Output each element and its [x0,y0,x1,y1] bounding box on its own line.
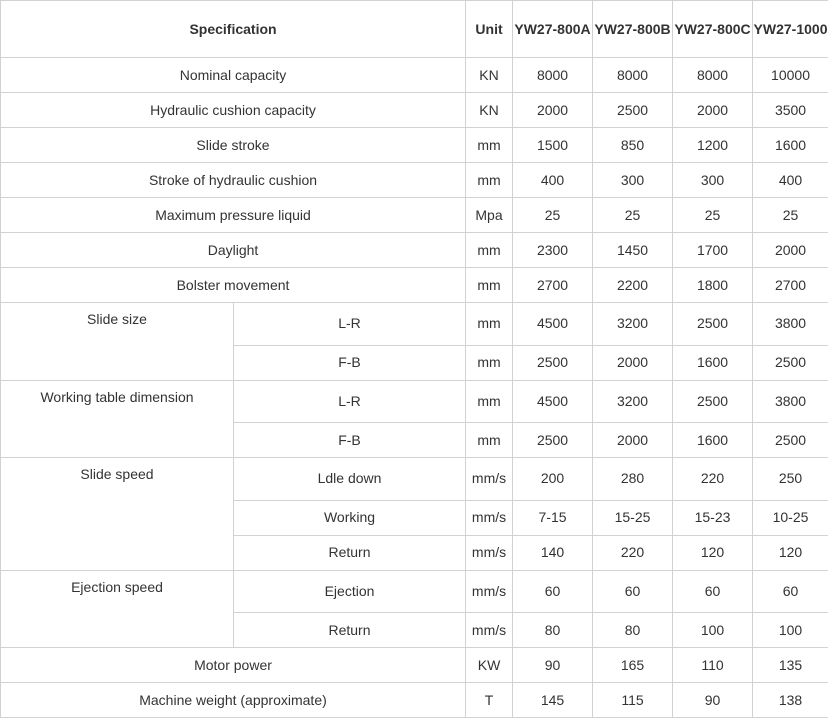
cell-value: 80 [513,613,593,648]
row-unit: T [466,683,513,718]
cell-value: 300 [673,163,753,198]
row-unit: mm [466,163,513,198]
group-label-slide-speed: Slide speed [1,458,234,501]
cell-value: 1500 [513,128,593,163]
table-row [1,535,828,570]
cell-value: 140 [513,535,593,570]
cell-value: 2000 [513,93,593,128]
row-label: Nominal capacity [1,58,466,93]
row-label: Maximum pressure liquid [1,198,466,233]
cell-value: 90 [513,648,593,683]
cell-value: 2700 [753,268,828,303]
cell-value: 2000 [593,345,673,380]
row-label: Daylight [1,233,466,268]
row-unit: mm [466,128,513,163]
table-row [1,648,828,683]
cell-value: 10000 [753,58,828,93]
table-row [1,93,828,128]
row-unit: mm [466,268,513,303]
cell-value: 138 [753,683,828,718]
table-row [1,423,828,458]
cell-value: 2300 [513,233,593,268]
row-label: Stroke of hydraulic cushion [1,163,466,198]
cell-value: 2700 [513,268,593,303]
header-row [1,1,828,58]
cell-value: 1800 [673,268,753,303]
cell-value: 80 [593,613,673,648]
cell-value: 110 [673,648,753,683]
cell-value: 400 [513,163,593,198]
header-model: YW27-800B [593,1,673,58]
cell-value: 2500 [593,93,673,128]
cell-value: 90 [673,683,753,718]
cell-value: 250 [753,458,828,501]
row-unit: mm/s [466,458,513,501]
cell-value: 4500 [513,303,593,346]
cell-value: 1600 [673,423,753,458]
cell-value: 2200 [593,268,673,303]
header-model: YW27-800A [513,1,593,58]
row-unit: mm/s [466,613,513,648]
cell-value: 115 [593,683,673,718]
cell-value: 400 [753,163,828,198]
cell-value: 2500 [673,303,753,346]
cell-value: 25 [673,198,753,233]
table-row [1,303,828,346]
cell-value: 60 [593,570,673,613]
cell-value: 60 [513,570,593,613]
cell-value: 4500 [513,380,593,423]
cell-value: 165 [593,648,673,683]
cell-value: 1200 [673,128,753,163]
header-model: YW27-1000 [753,1,828,58]
group-blank-cell [1,423,234,458]
cell-value: 2500 [753,345,828,380]
row-unit: KN [466,93,513,128]
cell-value: 25 [513,198,593,233]
table-row [1,268,828,303]
group-label-ejection-speed: Ejection speed [1,570,234,613]
cell-value: 25 [593,198,673,233]
row-unit: mm [466,423,513,458]
cell-value: 2500 [753,423,828,458]
row-unit: mm [466,380,513,423]
header-unit: Unit [466,1,513,58]
cell-value: 8000 [513,58,593,93]
row-sublabel: Ldle down [234,458,466,501]
cell-value: 200 [513,458,593,501]
table-row [1,683,828,718]
table-row [1,613,828,648]
table-row [1,345,828,380]
cell-value: 15-25 [593,500,673,535]
group-label-working-table: Working table dimension [1,380,234,423]
cell-value: 8000 [593,58,673,93]
table-row [1,500,828,535]
cell-value: 120 [673,535,753,570]
row-sublabel: F-B [234,345,466,380]
cell-value: 2000 [593,423,673,458]
cell-value: 135 [753,648,828,683]
cell-value: 300 [593,163,673,198]
row-sublabel: L-R [234,303,466,346]
row-sublabel: L-R [234,380,466,423]
cell-value: 2500 [673,380,753,423]
cell-value: 220 [673,458,753,501]
cell-value: 120 [753,535,828,570]
row-sublabel: Return [234,613,466,648]
cell-value: 850 [593,128,673,163]
cell-value: 1600 [673,345,753,380]
row-label: Motor power [1,648,466,683]
cell-value: 2000 [753,233,828,268]
row-unit: Mpa [466,198,513,233]
cell-value: 100 [673,613,753,648]
table-row [1,58,828,93]
cell-value: 60 [673,570,753,613]
cell-value: 2500 [513,423,593,458]
cell-value: 2000 [673,93,753,128]
row-label: Slide stroke [1,128,466,163]
row-unit: mm/s [466,500,513,535]
group-blank-cell [1,345,234,380]
row-unit: mm [466,233,513,268]
cell-value: 15-23 [673,500,753,535]
table-row [1,198,828,233]
row-sublabel: Working [234,500,466,535]
cell-value: 280 [593,458,673,501]
row-unit: mm/s [466,535,513,570]
cell-value: 3800 [753,303,828,346]
cell-value: 3200 [593,303,673,346]
row-label: Bolster movement [1,268,466,303]
cell-value: 3800 [753,380,828,423]
cell-value: 3500 [753,93,828,128]
group-blank-cell [1,613,234,648]
row-sublabel: F-B [234,423,466,458]
group-blank-cell [1,535,234,570]
group-blank-cell [1,500,234,535]
row-label: Machine weight (approximate) [1,683,466,718]
table-row [1,163,828,198]
row-sublabel: Ejection [234,570,466,613]
cell-value: 1600 [753,128,828,163]
cell-value: 1700 [673,233,753,268]
row-label: Hydraulic cushion capacity [1,93,466,128]
cell-value: 10-25 [753,500,828,535]
cell-value: 3200 [593,380,673,423]
table-row [1,128,828,163]
cell-value: 100 [753,613,828,648]
table-row [1,380,828,423]
row-unit: mm [466,303,513,346]
row-unit: mm [466,345,513,380]
cell-value: 1450 [593,233,673,268]
row-unit: KW [466,648,513,683]
table-row [1,233,828,268]
header-model: YW27-800C [673,1,753,58]
header-specification: Specification [1,1,466,58]
cell-value: 7-15 [513,500,593,535]
cell-value: 25 [753,198,828,233]
row-unit: mm/s [466,570,513,613]
cell-value: 220 [593,535,673,570]
cell-value: 2500 [513,345,593,380]
group-label-slide-size: Slide size [1,303,234,346]
cell-value: 60 [753,570,828,613]
table-row [1,458,828,501]
table-row [1,570,828,613]
cell-value: 8000 [673,58,753,93]
cell-value: 145 [513,683,593,718]
row-sublabel: Return [234,535,466,570]
row-unit: KN [466,58,513,93]
